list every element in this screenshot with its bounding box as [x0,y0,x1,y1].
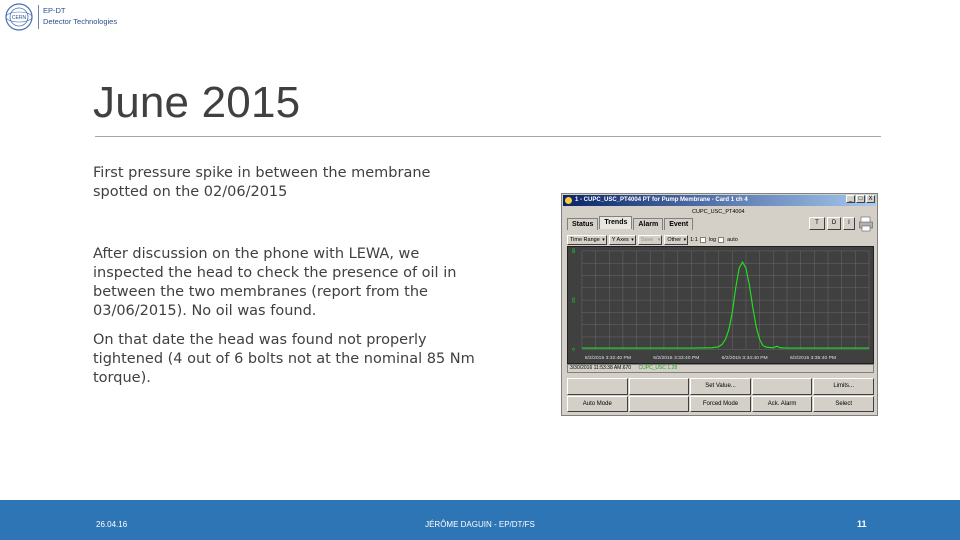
detail-button: D [827,217,841,230]
trend-button: T [809,217,825,230]
y-tick-label: 20 [571,297,577,303]
sensor-label: CUPC_USC_PT4004 [692,209,745,215]
y-tick-label: 0 [571,347,577,351]
footer-author: JÉRÔME DAGUIN - EP/DT/FS [425,520,535,529]
log-checkbox [700,237,706,243]
blank-button-1 [567,378,628,395]
seal-text: CERN [11,15,27,21]
page-number: 11 [857,519,867,529]
y-axes-dropdown: Y Axes ▾ [609,235,636,245]
status-tag: CUPC_USC 1.28 [638,365,678,371]
title-underline [95,136,881,137]
log-label: log [708,236,717,243]
cern-seal-icon [4,2,34,32]
x-tick-label: 6/2/2015 3:32:40 PM [584,356,631,362]
pressure-series-line [582,262,869,348]
window-titlebar [563,195,876,206]
ratio-label: 1:1 [690,236,698,243]
minimize-icon: _ [846,195,855,203]
trend-window-screenshot [561,193,878,416]
slide-title: June 2015 [93,78,301,127]
limits-button: Limits... [813,378,874,395]
window-controls [846,195,875,203]
blank-button-4 [629,396,690,413]
close-icon: X [866,195,875,203]
forced-mode-button: Forced Mode [690,396,751,413]
x-tick-label: 6/2/2015 3:33:40 PM [653,356,700,362]
time-range-dropdown: Time Range ▾ [567,235,607,245]
paragraph-spike: First pressure spike in between the membrane spotted on the 02/06/2015 [93,165,431,200]
tab-status: Status [567,218,598,230]
tab-alarm: Alarm [633,218,663,230]
cern-logo [4,2,134,32]
window-title: 1 - CUPC_USC_PT4004 PT for Pump Membrane - Card 1 ch 4 [575,197,748,203]
org-line-1: EP-DT [43,6,66,15]
maximize-icon: □ [856,195,865,203]
tab-trends: Trends [599,216,632,229]
tab-event: Event [664,218,693,230]
slide-body [93,164,478,388]
auto-label: auto [727,236,738,243]
control-button-grid [567,378,874,412]
y-tick-label: 40 [571,248,577,254]
app-icon [565,197,572,204]
trend-toolbar [567,234,738,245]
blank-button-2 [629,378,690,395]
set-value-button: Set Value... [690,378,751,395]
trend-status-bar [567,364,874,373]
auto-mode-button: Auto Mode [567,396,628,413]
select-button: Select [813,396,874,413]
ack-alarm-button: Ack. Alarm [752,396,813,413]
x-tick-label: 6/2/2015 3:34:40 PM [721,356,768,362]
other-dropdown: Other ▾ [664,235,688,245]
paragraph-discussion: After discussion on the phone with LEWA, we inspected the head to check the presence of oil in between the two membranes (report from the 03/06/2015). No oil was found. [93,246,457,319]
blank-button-3 [752,378,813,395]
footer-date: 26.04.16 [96,520,128,529]
trend-plot [567,246,874,364]
org-line-2: Detector Technologies [43,17,118,26]
save-button: Save ▾ [638,235,663,245]
paragraph-tightening: On that date the head was found not properly tightened (4 out of 6 bolts not at the nominal 85 Nm torque). [93,332,475,386]
logo-divider [38,5,39,29]
status-timestamp: 3/30/2016 11:53:38 AM.670 [570,365,632,371]
info-button: I [843,217,855,230]
auto-checkbox [718,237,724,243]
window-tabs [567,218,694,230]
print-icon [859,216,873,232]
x-tick-label: 6/2/2015 3:35:40 PM [789,356,837,362]
